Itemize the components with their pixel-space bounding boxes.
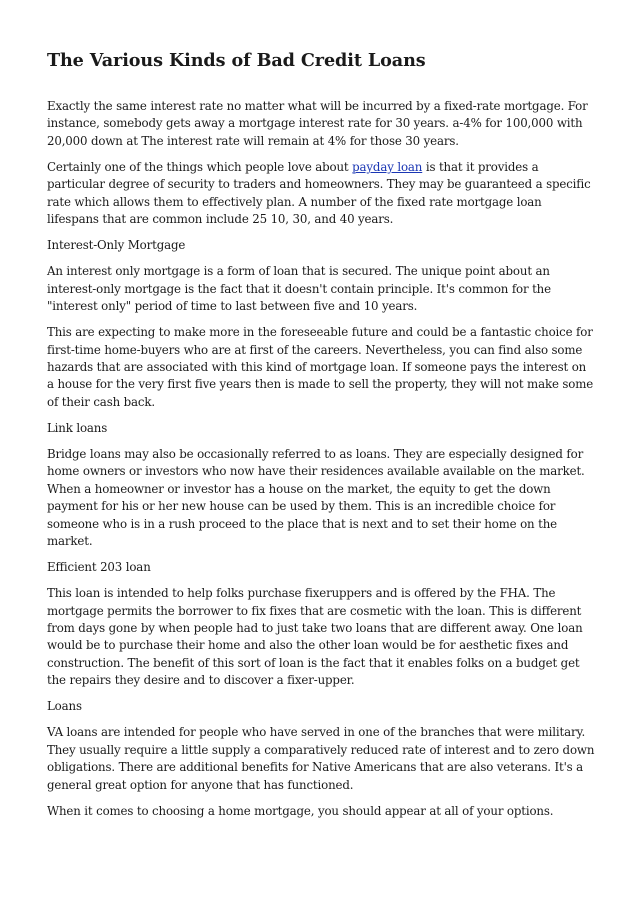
document-title: The Various Kinds of Bad Credit Loans xyxy=(47,50,426,71)
paragraph-interest-only: An interest only mortgage is a form of loan that is secured. The unique point about an interest-only mortgage is the fact that it doesn't contain principle. It's common for the "interest only" period of time to last between five and 10 years. xyxy=(47,264,551,314)
payday-loan-link[interactable]: payday loan xyxy=(352,159,423,174)
paragraph-text-after-link: is that it provides a particular degree of security to traders and homeowners. They may be guaranteed a specific rate which allows them to effectively plan. A number of the fixed rate mortgage loan lifespans that are common include 25 10, 30, and 40 years. xyxy=(47,159,591,227)
heading-interest-only-mortgage: Interest-Only Mortgage xyxy=(47,238,186,253)
paragraph-payday-loan xyxy=(47,159,595,229)
paragraph-fixed-rate: Exactly the same interest rate no matter what will be incurred by a fixed-rate mortgage. For instance, somebody gets away a mortgage interest rate for 30 years. a-4% for 100,000 with 20,000 down at The interest rate will remain at 4% for those 30 years. xyxy=(47,99,588,148)
heading-link-loans: Link loans xyxy=(47,420,108,435)
paragraph-first-time-buyers: This are expecting to make more in the foreseeable future and could be a fantastic choice for first-time home-buyers who are at first of the careers. Nevertheless, you can find also some hazards that are associated with this kind of mortgage loan. If someone pays the interest on a house for the very first five years then is made to sell the property, they will not make some of their cash back. xyxy=(47,325,594,409)
paragraph-text-before-link: Certainly one of the things which people love about xyxy=(47,159,353,174)
paragraph-conclusion: When it comes to choosing a home mortgage, you should appear at all of your options. xyxy=(47,803,554,818)
heading-efficient-203-loan: Efficient 203 loan xyxy=(47,560,151,575)
document-page xyxy=(47,0,595,820)
paragraph-bridge-loans: Bridge loans may also be occasionally referred to as loans. They are especially designed for home owners or investors who now have their residences available available on the market. When a homeowner or investor has a house on the market, the equity to get the down payment for his or her new house can be used by them. This is an incredible choice for someone who is in a rush proceed to the place that is next and to set their home on the market. xyxy=(47,447,585,549)
paragraph-va-loans: VA loans are intended for people who have served in one of the branches that were military. They usually require a little supply a comparatively reduced rate of interest and to zero down obligations. There are additional benefits for Native Americans that are also veterans. It's a general great option for anyone that has functioned. xyxy=(47,725,595,792)
paragraph-fha-loan: This loan is intended to help folks purchase fixeruppers and is offered by the FHA. The mortgage permits the borrower to fix fixes that are cosmetic with the loan. This is different from days gone by when people had to just take two loans that are different away. One loan would be to purchase their home and also the other loan would be for aesthetic fixes and construction. The benefit of this sort of loan is the fact that it enables folks on a budget get the repairs they desire and to discover a fixer-upper. xyxy=(47,586,583,688)
heading-loans: Loans xyxy=(47,699,82,714)
